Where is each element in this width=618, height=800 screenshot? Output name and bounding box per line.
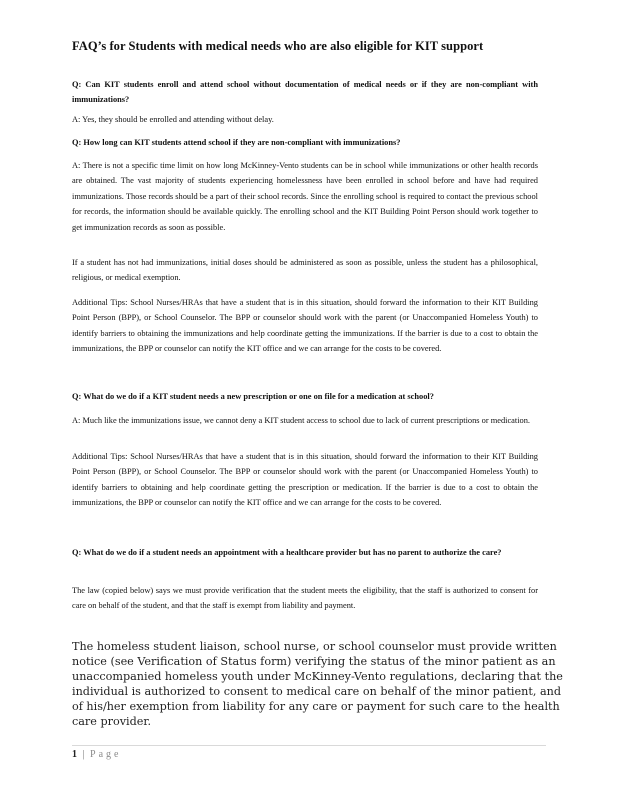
faq-answer-2-tips: Additional Tips: School Nurses/HRAs that have a student that is in this situation, should forward the information to their KIT Building Point Person (BPP), or School Counselor. The BPP or counselor should work with the parent (or Unaccompanied Homeless Youth) to identify barriers to obtaining the immunizations and help coordinate getting the immunizations. If the barrier is due to a cost to obtain the immunizations, the BPP or counselor can notify the KIT office and we can arrange for the costs to be covered. (72, 298, 538, 354)
page-title: FAQ’s for Students with medical needs who are also eligible for KIT support (72, 39, 484, 53)
faq-question-4: Q: What do we do if a student needs an appointment with a healthcare provider but has no parent to authorize the care? (72, 548, 502, 557)
law-excerpt: The homeless student liaison, school nurse, or school counselor must provide written notice (see Verification of Status form) verifying the status of the minor patient as an unaccompanied homeless youth under McKinney-Vento regulations, declaring that the individual is authorized to consent to medical care on behalf of the minor patient, and of his/her exemption from liability for any care or payment for such care to the health care provider. (72, 640, 563, 728)
faq-answer-3-tips: Additional Tips: School Nurses/HRAs that have a student that is in this situation, should forward the information to their KIT Building Point Person (BPP), or School Counselor. The BPP or counselor should work with the parent (or Unaccompanied Homeless Youth) to identify barriers to obtaining and help coordinate getting the prescription or medication. If the barrier is due to a cost to obtain the immunizations, the BPP or counselor can notify the KIT office and we can arrange for the costs to be covered. (72, 452, 538, 508)
faq-question-1: Q: Can KIT students enroll and attend school without documentation of medical needs or if they are non-compliant with immunizations? (72, 80, 538, 105)
footer-divider (72, 745, 546, 746)
faq-answer-3: A: Much like the immunizations issue, we cannot deny a KIT student access to school due to lack of current prescriptions or medication. (72, 416, 531, 425)
faq-answer-4: The law (copied below) says we must provide verification that the student meets the eligibility, that the staff is authorized to consent for care on behalf of the student, and that the staff is exempt from liability and payment. (72, 586, 538, 611)
page-label: Page (90, 749, 122, 760)
page-footer (72, 749, 121, 760)
page-number: 1 (72, 749, 77, 760)
faq-answer-1: A: Yes, they should be enrolled and attending without delay. (72, 115, 274, 124)
footer-separator: | (82, 749, 85, 760)
faq-answer-2: A: There is not a specific time limit on how long McKinney-Vento students can be in school while immunizations or other health records are obtained. The vast majority of students experiencing homelessness have been enrolled in school before and have had required immunizations. Those records should be a part of their school records. Since the enrolling school is required to contact the previous school for records, the information should be available quickly. The enrolling school and the KIT Building Point Person should work together to get immunization records as soon as possible. (72, 161, 538, 232)
faq-question-2: Q: How long can KIT students attend school if they are non-compliant with immunizations? (72, 138, 401, 147)
faq-question-3: Q: What do we do if a KIT student needs a new prescription or one on file for a medication at school? (72, 392, 434, 401)
faq-answer-2-followup: If a student has not had immunizations, initial doses should be administered as soon as possible, unless the student has a philosophical, religious, or medical exemption. (72, 258, 538, 283)
